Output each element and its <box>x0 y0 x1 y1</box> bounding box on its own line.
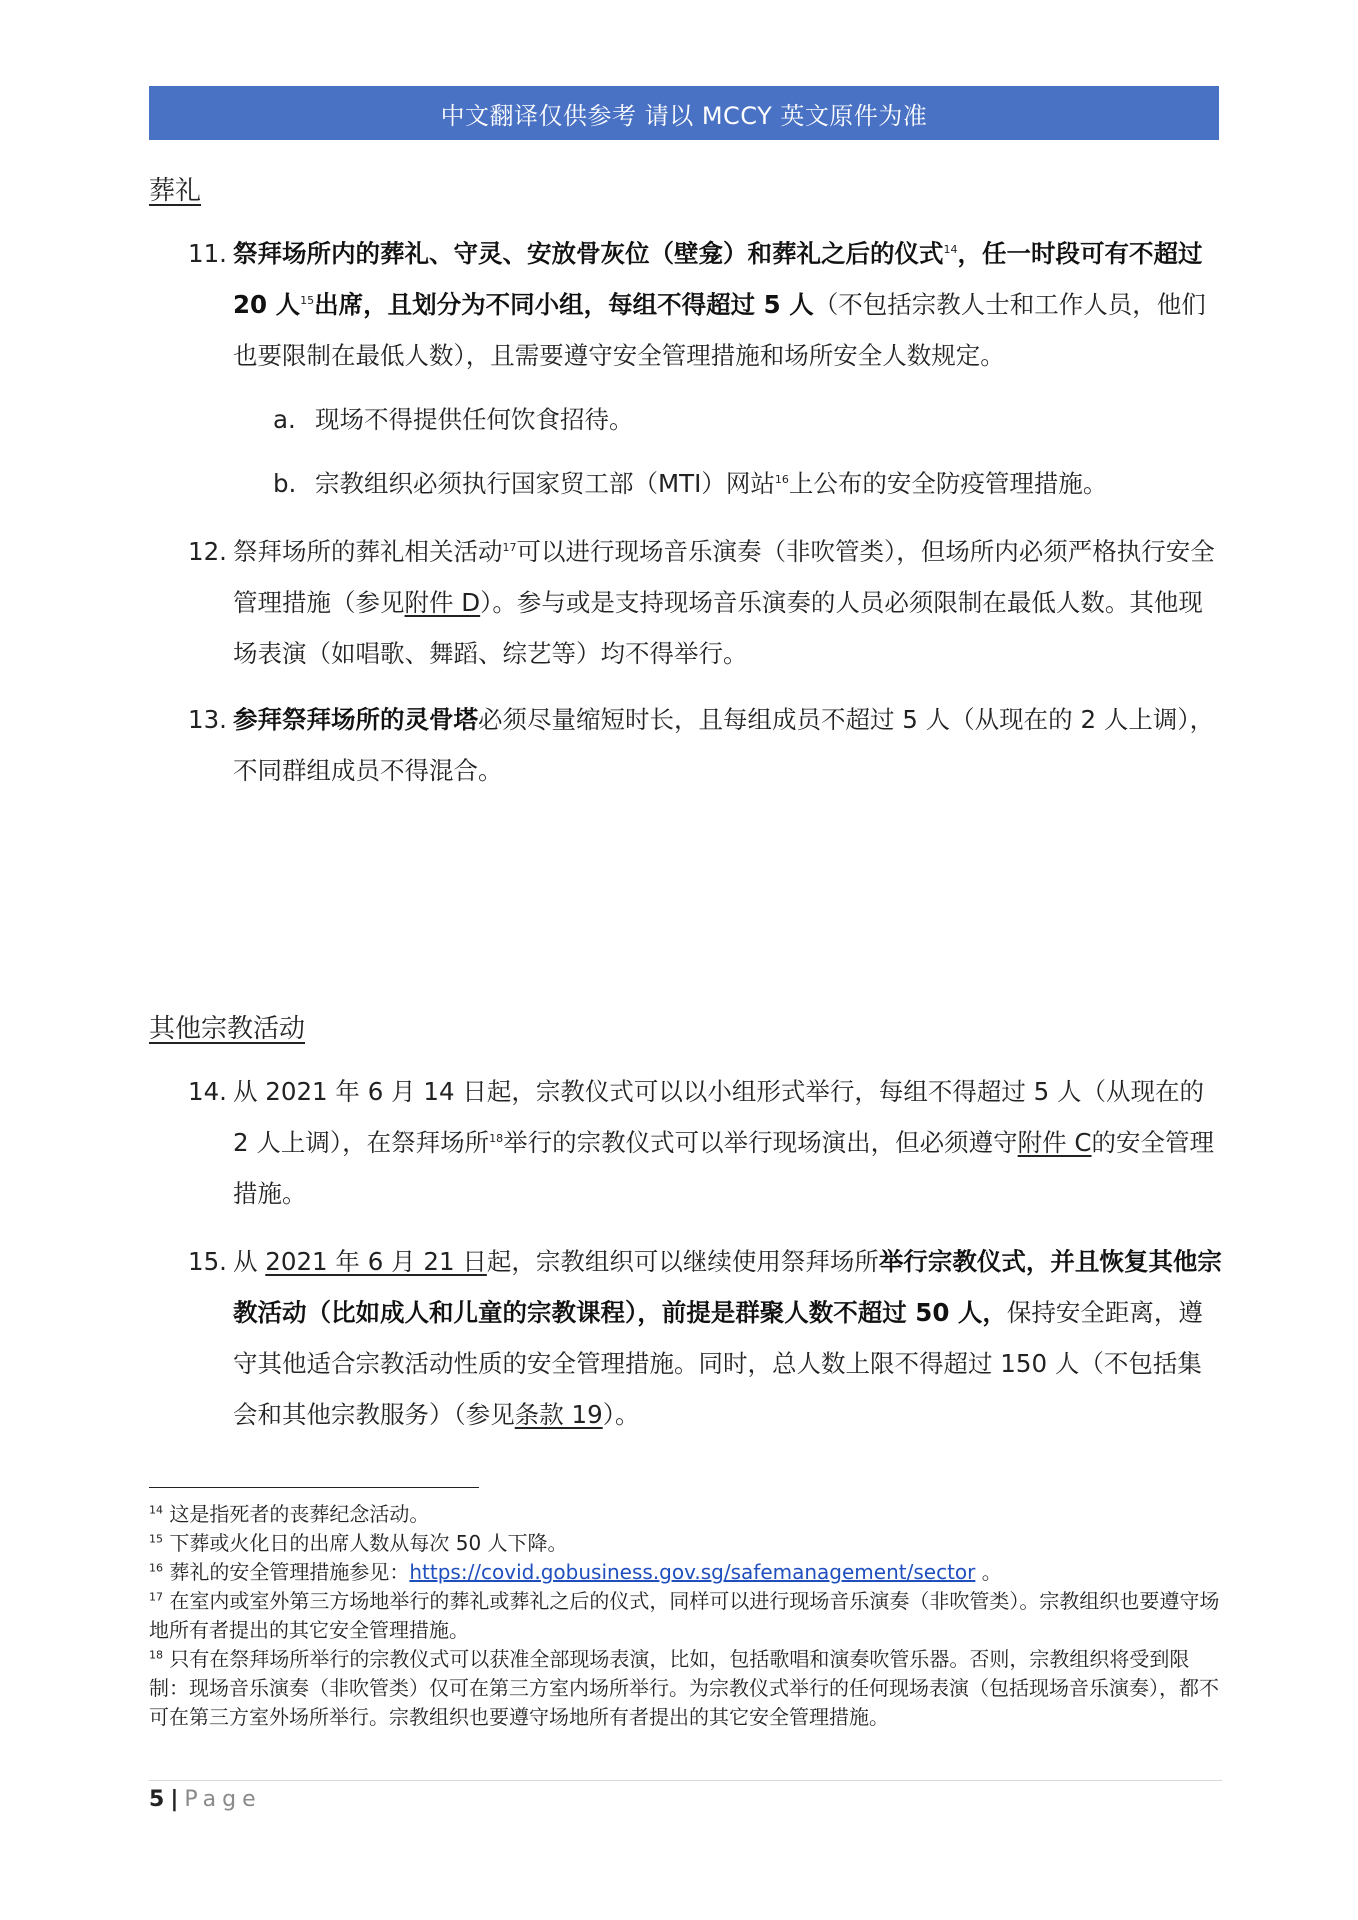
footnote-number: 18 <box>149 1648 163 1662</box>
footnote-number: 15 <box>149 1532 163 1546</box>
bold-text: 出席，且划分为不同小组，每组不得超过 5 人 <box>314 290 814 319</box>
bold-text: ，任一时段可有不超过 20 人 <box>233 239 1203 319</box>
clause-19-link[interactable]: 条款 19 <box>514 1400 603 1429</box>
footnote-text: 只有在祭拜场所举行的宗教仪式可以获准全部现场表演，比如，包括歌唱和演奏吹管乐器。否则，宗教组织将受到限制：现场音乐演奏（非吹管类）仅可在第三方室内场所举行。为宗教仪式举行的任何现场表演（包括现场音乐演奏），都不可在第三方室外场所举行。宗教组织也要遵守场地所有者提出的其它安全管理措施。 <box>149 1647 1219 1729</box>
paragraph-text: 可以进行现场音乐演奏（非吹管类），但场所内必须严格执行安全管理措施（参见 <box>233 537 1215 617</box>
paragraph-text: （不包括宗教人士和工作人员，他们也要限制在最低人数），且需要遵守安全管理措施和场所安全人数规定。 <box>233 290 1206 370</box>
paragraph-number: 12. <box>188 537 227 566</box>
bold-text: 参拜祭拜场所的灵骨塔 <box>233 705 478 734</box>
paragraph-text: 起，宗教组织可以继续使用祭拜场所 <box>486 1247 879 1276</box>
paragraph-12 <box>188 526 1222 679</box>
footnote-ref[interactable]: 15 <box>300 293 315 307</box>
footnote-number: 17 <box>149 1590 163 1604</box>
paragraph-15 <box>188 1236 1222 1440</box>
paragraph-number: 14. <box>188 1077 227 1106</box>
footnote-15 <box>149 1529 1224 1558</box>
section-heading-funeral: 葬礼 <box>149 176 202 206</box>
footnote-ref[interactable]: 17 <box>502 540 517 554</box>
paragraph-text: 祭拜场所的葬礼相关活动 <box>233 537 503 566</box>
sub-item-a <box>273 400 634 440</box>
page-separator: | <box>170 1787 179 1812</box>
footnote-separator <box>149 1487 479 1488</box>
footnote-ref[interactable]: 18 <box>489 1131 504 1145</box>
sub-item-text: 上公布的安全防疫管理措施。 <box>788 469 1108 498</box>
date-link[interactable]: 2021 年 6 月 21 日 <box>265 1247 487 1276</box>
sub-item-label: b. <box>273 469 297 498</box>
bold-text: 举行宗教仪式，并且恢复其他宗教活动（比如成人和儿童的宗教课程），前提是群聚人数不超过 50 人， <box>233 1247 1222 1327</box>
paragraph-11 <box>188 228 1222 381</box>
paragraph-text: 从 <box>233 1247 266 1276</box>
paragraph-number: 15. <box>188 1247 227 1276</box>
paragraph-text: ）。参与或是支持现场音乐演奏的人员必须限制在最低人数。其他现场表演（如唱歌、舞蹈、综艺等）均不得举行。 <box>233 588 1203 668</box>
translation-banner: 中文翻译仅供参考 请以 MCCY 英文原件为准 <box>149 86 1219 140</box>
footnote-text: 这是指死者的丧葬纪念活动。 <box>163 1502 430 1526</box>
paragraph-number: 11. <box>188 239 227 268</box>
page-number: 5 <box>149 1787 165 1812</box>
paragraph-14 <box>188 1066 1222 1219</box>
paragraph-text: ）。 <box>602 1400 640 1429</box>
annex-d-link[interactable]: 附件 D <box>404 588 481 617</box>
paragraph-number: 13. <box>188 705 227 734</box>
footer-divider <box>149 1780 1222 1781</box>
safe-management-link[interactable]: https://covid.gobusiness.gov.sg/safemanagement/sector <box>409 1560 976 1584</box>
sub-item-text: 宗教组织必须执行国家贸工部（MTI）网站 <box>315 469 775 498</box>
annex-c-link[interactable]: 附件 C <box>1017 1128 1092 1157</box>
paragraph-text: 必须尽量缩短时长，且每组成员不超过 5 人（从现在的 2 人上调），不同群组成员不得混合。 <box>233 705 1215 785</box>
footnote-text: 。 <box>975 1560 1002 1584</box>
page-word: Page <box>184 1787 262 1812</box>
paragraph-13 <box>188 694 1222 796</box>
paragraph-text: 举行的宗教仪式可以举行现场演出，但必须遵守 <box>503 1128 1018 1157</box>
page-footer <box>149 1787 262 1812</box>
paragraph-text: 从 2021 年 6 月 14 日起，宗教仪式可以以小组形式举行，每组不得超过 5 人（从现在的 2 人上调），在祭拜场所 <box>233 1077 1205 1157</box>
footnote-17 <box>149 1587 1224 1645</box>
footnote-number: 16 <box>149 1561 163 1575</box>
footnote-text: 葬礼的安全管理措施参见： <box>163 1560 410 1584</box>
footnote-number: 14 <box>149 1503 163 1517</box>
sub-item-label: a. <box>273 405 296 434</box>
paragraph-text: 的安全管理措施。 <box>233 1128 1215 1208</box>
section-heading-other-activities: 其他宗教活动 <box>149 1014 306 1044</box>
footnote-text: 下葬或火化日的出席人数从每次 50 人下降。 <box>163 1531 568 1555</box>
paragraph-text: 保持安全距离，遵守其他适合宗教活动性质的安全管理措施。同时，总人数上限不得超过 150 人（不包括集会和其他宗教服务）（参见 <box>233 1298 1203 1429</box>
footnote-ref[interactable]: 16 <box>774 472 789 486</box>
footnote-text: 在室内或室外第三方场地举行的葬礼或葬礼之后的仪式，同样可以进行现场音乐演奏（非吹管类）。宗教组织也要遵守场地所有者提出的其它安全管理措施。 <box>149 1589 1220 1642</box>
footnote-18 <box>149 1645 1224 1732</box>
bold-text: 祭拜场所内的葬礼、守灵、安放骨灰位（壁龛）和葬礼之后的仪式 <box>233 239 944 268</box>
footnotes <box>149 1500 1224 1732</box>
footnote-16 <box>149 1558 1224 1587</box>
footnote-14 <box>149 1500 1224 1529</box>
sub-item-b <box>273 464 1107 504</box>
sub-item-text: 现场不得提供任何饮食招待。 <box>315 405 634 434</box>
footnote-ref[interactable]: 14 <box>943 242 958 256</box>
